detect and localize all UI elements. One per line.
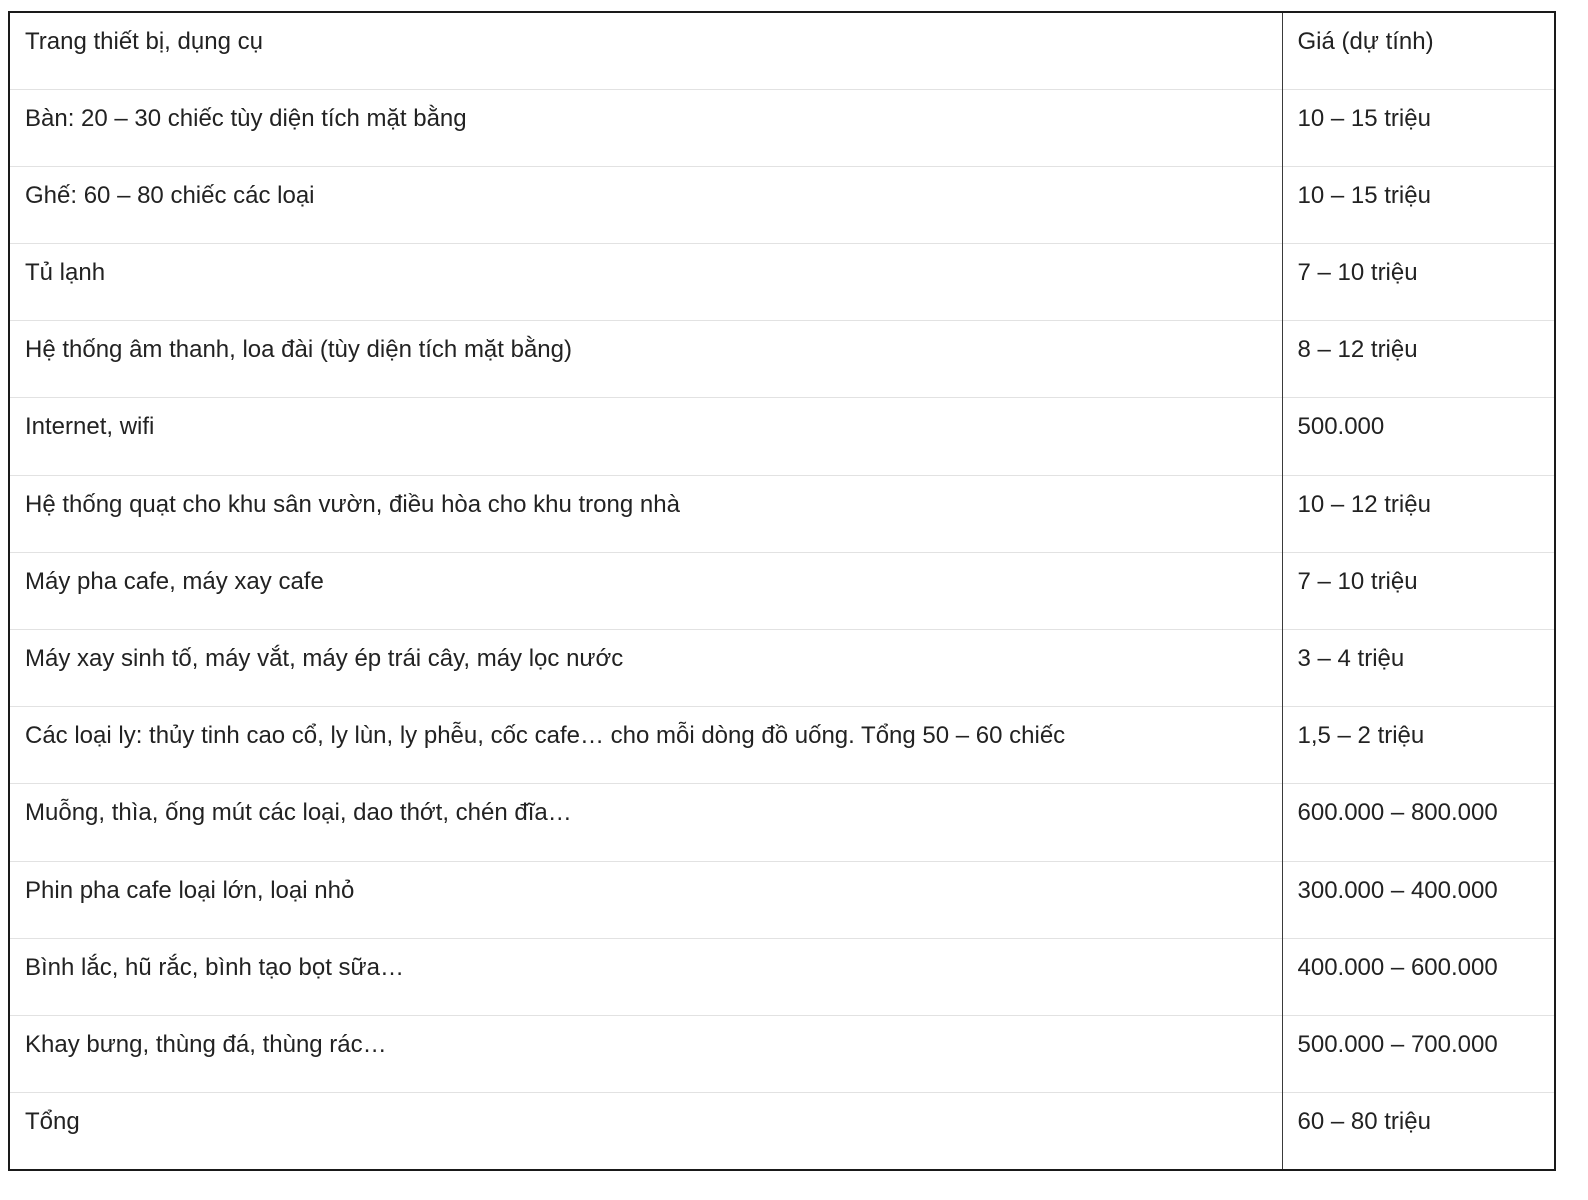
price-cell: 10 – 15 triệu [1282,89,1555,166]
price-cell: 400.000 – 600.000 [1282,938,1555,1015]
header-item: Trang thiết bị, dụng cụ [9,12,1282,89]
table-row [9,321,1555,398]
table-row [9,398,1555,475]
table-row [9,475,1555,552]
table-row [9,166,1555,243]
item-cell: Phin pha cafe loại lớn, loại nhỏ [9,861,1282,938]
price-cell: 8 – 12 triệu [1282,321,1555,398]
table-row [9,1015,1555,1092]
price-cell: 500.000 [1282,398,1555,475]
table-row [9,552,1555,629]
total-label: Tổng [9,1093,1282,1170]
table-row [9,938,1555,1015]
item-cell: Hệ thống âm thanh, loa đài (tùy diện tích mặt bằng) [9,321,1282,398]
table-header-row [9,12,1555,89]
item-cell: Hệ thống quạt cho khu sân vườn, điều hòa cho khu trong nhà [9,475,1282,552]
item-cell: Internet, wifi [9,398,1282,475]
price-cell: 3 – 4 triệu [1282,630,1555,707]
price-cell: 600.000 – 800.000 [1282,784,1555,861]
price-cell: 10 – 15 triệu [1282,166,1555,243]
table-row [9,244,1555,321]
item-cell: Các loại ly: thủy tinh cao cổ, ly lùn, ly phễu, cốc cafe… cho mỗi dòng đồ uống. Tổng 50 – 60 chiếc [9,707,1282,784]
price-cell: 300.000 – 400.000 [1282,861,1555,938]
table-row [9,784,1555,861]
item-cell: Muỗng, thìa, ống mút các loại, dao thớt, chén đĩa… [9,784,1282,861]
price-cell: 1,5 – 2 triệu [1282,707,1555,784]
item-cell: Bàn: 20 – 30 chiếc tùy diện tích mặt bằng [9,89,1282,166]
item-cell: Máy xay sinh tố, máy vắt, máy ép trái cây, máy lọc nước [9,630,1282,707]
price-cell: 7 – 10 triệu [1282,244,1555,321]
table-row [9,89,1555,166]
item-cell: Tủ lạnh [9,244,1282,321]
price-cell: 10 – 12 triệu [1282,475,1555,552]
item-cell: Ghế: 60 – 80 chiếc các loại [9,166,1282,243]
table-row [9,630,1555,707]
item-cell: Khay bưng, thùng đá, thùng rác… [9,1015,1282,1092]
item-cell: Máy pha cafe, máy xay cafe [9,552,1282,629]
price-cell: 7 – 10 triệu [1282,552,1555,629]
table-total-row [9,1093,1555,1170]
header-price: Giá (dự tính) [1297,28,1434,55]
equipment-price-table [8,11,1556,1171]
price-cell: 500.000 – 700.000 [1282,1015,1555,1092]
total-price: 60 – 80 triệu [1282,1093,1555,1170]
item-cell: Bình lắc, hũ rắc, bình tạo bọt sữa… [9,938,1282,1015]
table-row [9,707,1555,784]
table-row [9,861,1555,938]
